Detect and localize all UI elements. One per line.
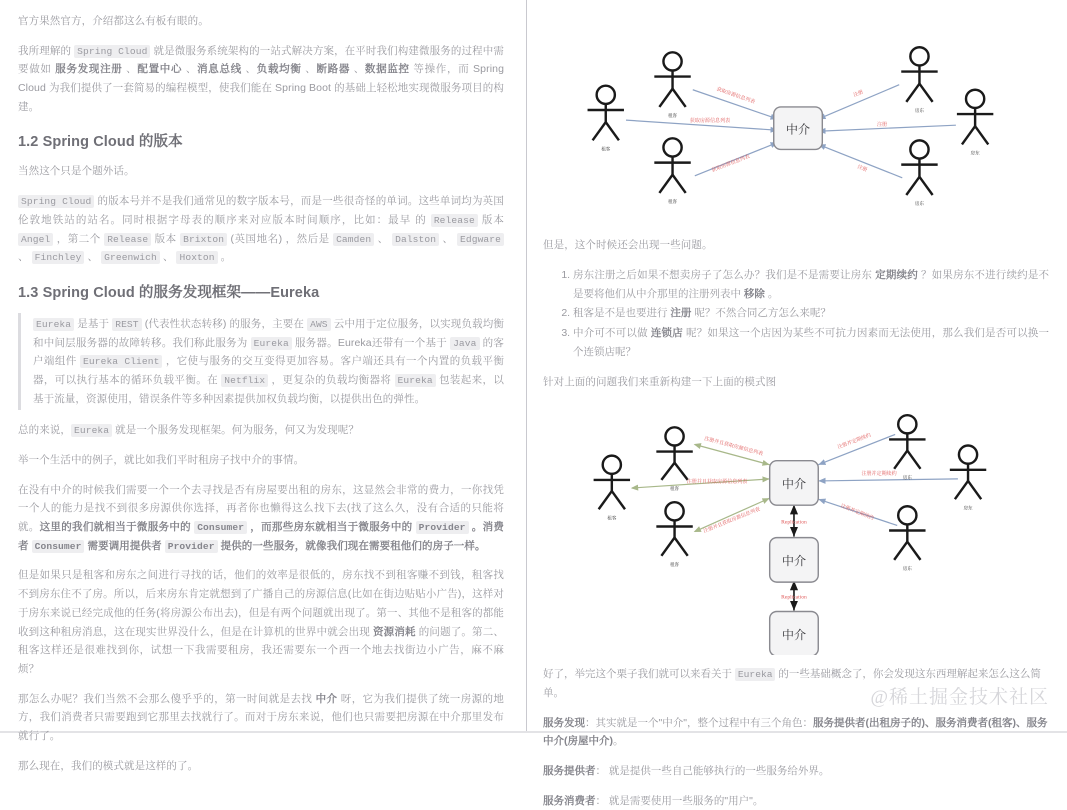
blockquote-eureka-definition: [18, 313, 504, 410]
edge-label-reg-renew-3: 注册并定期续约: [839, 503, 875, 522]
definition-service-consumer: 服务消费者： 就是需要使用一些服务的"用户"。: [543, 794, 764, 807]
edge-label-reg-get-1: 注册并且获取房源信息列表: [703, 436, 764, 458]
edge-label-reg-get-2: 注册并且获取房源信息列表: [686, 479, 748, 486]
paragraph-example: 举一个生活中的例子，就比如我们平时租房子找中介的事情。: [18, 454, 305, 466]
edge-label-register-1: 注册: [852, 89, 865, 99]
node-agency-center-label: 中介: [785, 122, 811, 137]
edge-label-register-2: 注册: [876, 122, 888, 129]
figure-agency-model: [543, 26, 1049, 228]
actor-landlord-1: [901, 47, 937, 114]
problem-item-1: 1. 房东注册之后如果不想卖房子了怎么办？我们是不是需要让房东 定期续约 ？如果房东不进行续约是不是要将他们从中介那里的注册列表中 移除 。: [573, 266, 1049, 303]
actor-tenant-r2-label: 租客: [607, 515, 617, 521]
actor-tenant-2-label: 租客: [601, 146, 611, 152]
edge-landlord2-replication: [818, 479, 958, 481]
actor-tenant-r2: [594, 456, 630, 522]
label-replication-2: Replication: [781, 594, 807, 601]
actor-landlord-r3-label: 房东: [902, 566, 912, 572]
edge-landlord3-to-agency: [818, 144, 902, 177]
actor-tenant-r1-label: 租客: [670, 486, 680, 492]
actor-tenant-r3: [656, 502, 692, 568]
actor-landlord-2: [957, 90, 993, 157]
edge-label-get-list-2: 获取房源信息列表: [689, 118, 731, 125]
blockquote-text: Eureka 是基于 REST (代表性状态转移) 的服务，主要在 AWS 云中用于定位服务，以实现负载均衡和中间层服务器的故障转移。我们称此服务为 Eureka 服务器。Eureka还带有一个基于 Java 的客户端组件 Eureka Client ，它使与服务的交互变得更加容易。客户端还具有一个内置的负载平衡器，可以执行基本的循环负载平衡。在 Netflix ，更复杂的负载均衡器将 Eureka 包装起来，以基于流量，资源使用，错误条件等多种因素提供加权负载均衡，以提供出色的弹性。: [33, 317, 504, 405]
actor-landlord-3-label: 房东: [914, 201, 925, 207]
paragraph-no-agent: 在没有中介的时候我们需要一个一个去寻找是否有房屋要出租的房东，这显然会非常的费力，一你找凭一个人的能力是找不到很多房源供你选择，再者你也懒得这么找下去(找了这么久，没有合适的只能将就。这里的我们就相当于微服务中的 Consumer ，而那些房东就相当于微服务中的 Provider 。消费者 Consumer 需要调用提供者 Provider 提供的一些服务，就像我们现在需要租他们的房子一样。: [18, 483, 504, 552]
definition-service-provider: 服务提供者： 就是提供一些自己能够执行的一些服务给外界。: [543, 764, 830, 777]
left-column: [0, 0, 527, 772]
paragraph-official: 官方果然官方，介绍都这么有板有眼的。: [18, 15, 209, 27]
edge-label-get-list-1: 获取房源信息列表: [715, 86, 756, 106]
edge-tenant3-replication: [695, 498, 770, 531]
problem-item-3: 3. 中介可不可以做 连锁店 呢？如果这一个店因为某些不可抗力因素而无法使用，那么我们是否可以换一个连锁店呢？: [573, 324, 1049, 361]
actor-landlord-2-label: 房东: [970, 150, 980, 156]
paragraph-now-model: 那么现在，我们的模式就是这样的了。: [18, 759, 199, 772]
watermark-juejin: @稀土掘金技术社区: [870, 687, 1049, 708]
actor-landlord-r3: [889, 506, 925, 572]
agency-model-svg: [543, 26, 1049, 228]
heading-spring-cloud-version: 1.2 Spring Cloud 的版本: [18, 134, 183, 151]
paragraph-inefficient: 但是如果只是租客和房东之间进行寻找的话，他们的效率是很低的，房东找不到租客赚不到钱，租客找不到房东住不了房。所以，后来房东肯定就想到了广播自己的房源信息(比如在街边贴贴小广告)，这样对于房东来说已经完成他的任务(将房源公布出去)，但是有两个问题就出现了。第一、其他不是租客的都能收到这种租房消息，这在现实世界没什么，但是在计算机的世界中就会出现 资源消耗 的问题了。第二、租客这样还是很难找到你，试想一下我需要租房，我还需要东一个西一个地去找街边小广告，麻不麻烦？: [18, 569, 504, 675]
paragraph-closing: 好了，举完这个栗子我们就可以来看关于 Eureka 的一些基础概念了，你会发现这东西理解起来怎么这么简单。: [543, 668, 1041, 699]
paragraph-digression: 当然这个只是个题外话。: [18, 165, 135, 178]
node-agency-replica-2-label: 中介: [781, 628, 807, 643]
node-agency-primary-label: 中介: [781, 477, 807, 492]
actor-landlord-r1-label: 房东: [902, 475, 912, 481]
paragraph-rebuild-note: 针对上面的问题我们来重新构建一下上面的模式图: [543, 375, 777, 388]
actor-landlord-r2-label: 房东: [963, 505, 973, 511]
paragraph-intro-problems: 但是，这个时候还会出现一些问题。: [543, 239, 713, 252]
actor-tenant-2: [588, 86, 624, 153]
paragraph-understanding: 我所理解的 Spring Cloud 就是微服务系统架构的一站式解决方案，在平时我们构建微服务的过程中需要做如 服务发现注册 、配置中心 、消息总线 、负载均衡 、断路器 、数据监控 等操作，而 Spring Cloud 为我们提供了一套简易的编程模型，使我们能在 Spring Boot 的基础上轻松地实现微服务项目的构建。: [18, 44, 505, 113]
definition-service-discovery: 服务发现：其实就是一个"中介"，整个过程中有三个角色：服务提供者(出租房子的)、服务消费者(租客)、服务中介(房屋中介)。: [543, 716, 1048, 748]
edge-label-get-list-3: 获取房源信息列表: [710, 153, 751, 174]
label-replication-1: Replication: [781, 519, 807, 526]
right-column: [527, 0, 1067, 807]
figure-agency-replication: [543, 402, 1049, 655]
actor-tenant-1-label: 租客: [667, 113, 678, 119]
actor-landlord-3: [901, 140, 937, 207]
paragraph-summary: 总的来说， Eureka 就是一个服务发现框架。何为服务，何又为发现呢？: [18, 424, 359, 437]
edge-label-reg-renew-2: 注册并定期续约: [861, 471, 897, 478]
actor-tenant-r3-label: 租客: [670, 562, 680, 568]
node-agency-replica-1-label: 中介: [781, 554, 807, 569]
agency-replication-svg: [543, 402, 1049, 655]
paragraph-version-names: Spring Cloud 的版本号并不是我们通常见的数字版本号，而是一些很奇怪的单词。这些单词均为英国伦敦地铁站的站名。同时根据字母表的顺序来对应版本时间顺序，比如：最早 的 Release 版本 Angel ，第二个 Release 版本 Brixton (英国地名) ，然后是 Camden 、 Dalston 、 Edgware 、 Finchley 、 Greenwich 、 Hoxton 。: [18, 195, 504, 264]
heading-eureka: 1.3 Spring Cloud 的服务发现框架——Eureka: [18, 284, 320, 301]
edge-label-reg-renew-1: 注册并定期续约: [836, 432, 872, 451]
edge-label-reg-get-3: 注册并且获取房源信息列表: [702, 506, 762, 535]
problem-item-2: 2. 租客是不是也要进行 注册 呢？不然合同乙方怎么来呢？: [573, 304, 1049, 323]
actor-tenant-1: [654, 52, 690, 119]
actor-landlord-1-label: 房东: [914, 108, 925, 114]
edge-label-register-3: 注册: [856, 164, 868, 174]
problems-list: [543, 266, 1049, 361]
actor-tenant-3-label: 租客: [667, 199, 678, 205]
actor-tenant-3: [654, 138, 690, 205]
paragraph-agent-solution: 那怎么办呢？我们当然不会那么傻乎乎的，第一时间就是去找 中介 呀，它为我们提供了统一房源的地方，我们消费者只需要跑到它那里去找就行了。而对于房东来说，他们也只需要把房源在中介那里发布就行了。: [18, 692, 505, 742]
